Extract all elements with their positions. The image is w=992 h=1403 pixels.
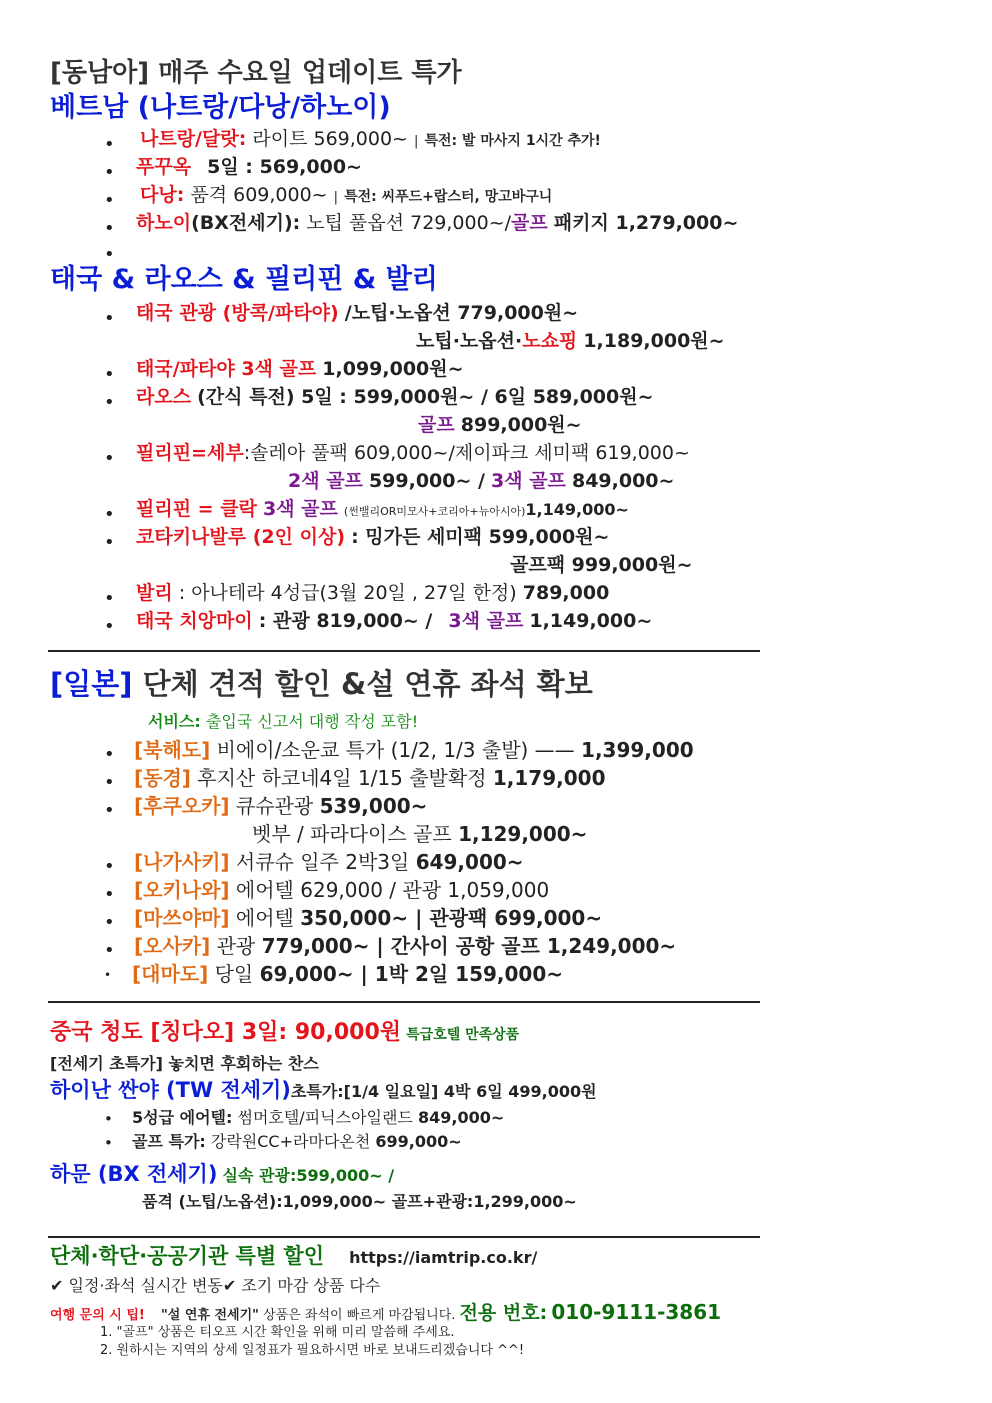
bullet: •	[104, 218, 115, 239]
bullet: •	[104, 800, 115, 821]
group-line	[50, 1246, 537, 1267]
japan-item: [마쓰야마] 에어텔 350,000~ | 관광팩 699,000~	[134, 906, 603, 930]
checks-line: ✔ 일정·좌석 실시간 변동✔ 조기 마감 상품 다수	[50, 1276, 381, 1295]
divider	[48, 1001, 760, 1003]
hainan-item: 5성급 에어텔: 썸머호텔/피닉스아일랜드 849,000~	[132, 1108, 505, 1127]
kota-line: 코타키나발루 (2인 이상) : 밍가든 세미팩 599,000원~	[136, 526, 610, 548]
cebu-line: 필리핀=세부:솔레아 풀팩 609,000~/제이파크 세미팩 619,000~	[136, 442, 690, 464]
nhatrang-detail: 라이트 569,000~	[252, 128, 408, 150]
thai1b-line: 노팁·노옵션·노쇼핑 1,189,000원~	[416, 330, 725, 352]
bullet: •	[104, 308, 115, 329]
japan-tag: [일본]	[50, 667, 133, 701]
bali-name: 발리	[136, 582, 173, 604]
bullet: •	[104, 1110, 113, 1128]
bullet: •	[104, 392, 115, 413]
hainan-line: 하이난 싼야 (TW 전세기)초특가:[1/4 일요일] 4박 6일 499,000원	[50, 1078, 597, 1102]
divider	[48, 1236, 760, 1238]
japan-service: 서비스: 출입국 신고서 대행 작성 포함!	[148, 712, 419, 731]
bullet: •	[104, 616, 115, 637]
bullet: •	[104, 504, 115, 525]
kota-name: 코타키나발루 (2인 이상)	[136, 526, 346, 548]
laos-line: 라오스 (간식 특전) 5일 : 599,000원~ / 6일 589,000원~	[136, 386, 654, 408]
bullet: •	[104, 190, 115, 211]
kota-golf-line: 골프팩 999,000원~	[510, 554, 693, 576]
bullet: •	[104, 772, 115, 793]
bullet: •	[104, 244, 115, 265]
note-item: 1. "골프" 상품은 티오프 시간 확인을 위해 미리 말씀해 주세요.	[100, 1325, 455, 1340]
bullet: •	[104, 1134, 113, 1152]
thai2-line: 태국/파타야 3색 골프 1,099,000원~	[136, 358, 464, 380]
phuquoc-detail: 5일 : 569,000~	[207, 156, 362, 178]
nhatrang-name: 나트랑/달랏	[140, 128, 239, 150]
cebu-golf-line: 2색 골프 599,000~ / 3색 골프 849,000~	[288, 470, 675, 492]
bullet: •	[104, 162, 115, 183]
cebu-name: 필리핀=세부	[136, 442, 244, 464]
japan-heading-line	[50, 667, 593, 701]
bullet: •	[104, 134, 115, 155]
thai1-name: 태국 관광 (방콕/파타야)	[136, 302, 339, 324]
xiamen-line2: 품격 (노팁/노옵션):1,099,000~ 골프+관광:1,299,000~	[142, 1192, 577, 1211]
bullet: •	[104, 968, 112, 982]
hainan-heading: 하이난 싼야 (TW 전세기)	[50, 1078, 291, 1102]
danang-name: 다낭:	[140, 184, 185, 206]
group-heading: 단체·학단·공공기관 특별 할인	[50, 1244, 325, 1268]
chiangmai-line: 태국 치앙마이 : 관광 819,000~ / 3색 골프 1,149,000~	[136, 610, 653, 632]
phuquoc-line	[136, 158, 362, 177]
phuquoc-name: 푸꾸옥	[136, 156, 192, 178]
phone-number[interactable]: 010-9111-3861	[551, 1300, 722, 1324]
bullet: •	[104, 364, 115, 385]
chiangmai-name: 태국 치앙마이	[136, 610, 253, 632]
japan-item: [동경] 후지산 하코네4일 1/15 출발확정 1,179,000	[134, 766, 606, 790]
bullet: •	[104, 744, 115, 765]
qingdao-heading: 중국 청도 [칭다오] 3일: 90,000원	[50, 1020, 402, 1045]
charter-note: [전세기 초특가] 놓치면 후회하는 찬스	[50, 1054, 319, 1073]
japan-item: [후쿠오카] 큐슈관광 539,000~	[134, 794, 428, 818]
tip-line: 여행 문의 시 팁! "설 연휴 전세기" 상품은 좌석이 빠르게 마감됩니다. 전용 번호: 010-9111-3861	[50, 1300, 722, 1324]
xiamen-heading: 하문 (BX 전세기)	[50, 1162, 218, 1186]
thai1-line: 태국 관광 (방콕/파타야) /노팁·노옵션 779,000원~	[136, 302, 579, 324]
clark-name: 필리핀 = 클락	[136, 498, 257, 520]
danang-special: 특전: 씨푸드+랍스터, 망고바구니	[344, 189, 553, 205]
japan-item: 벳부 / 파라다이스 골프 1,129,000~	[252, 822, 588, 846]
divider	[48, 650, 760, 652]
japan-heading: 단체 견적 할인 &설 연휴 좌석 확보	[142, 667, 593, 701]
nhatrang-special: 특전: 발 마사지 1시간 추가!	[424, 133, 601, 149]
bullet: •	[104, 532, 115, 553]
nhatrang-line: 나트랑/달랏: 라이트 569,000~ | 특전: 발 마사지 1시간 추가!	[140, 128, 601, 150]
xiamen-line: 하문 (BX 전세기) 실속 관광:599,000~ /	[50, 1162, 395, 1186]
laos-name: 라오스	[136, 386, 192, 408]
bali-line: 발리 : 아나테라 4성급(3월 20일 , 27일 한정) 789,000	[136, 582, 610, 604]
laos-golf-line: 골프 899,000원~	[418, 414, 582, 436]
site-url[interactable]: https://iamtrip.co.kr/	[349, 1248, 538, 1267]
bullet: •	[104, 940, 115, 961]
hanoi-name: 하노이	[136, 212, 192, 234]
danang-detail: 품격 609,000~	[190, 184, 328, 206]
danang-line: 다낭: 품격 609,000~ | 특전: 씨푸드+랍스터, 망고바구니	[140, 184, 553, 206]
japan-item: [오키나와] 에어텔 629,000 / 관광 1,059,000	[134, 878, 550, 902]
bullet: •	[104, 912, 115, 933]
hanoi-line: 하노이(BX전세기): 노팁 풀옵션 729,000~/골프 패키지 1,279,000~	[136, 212, 739, 234]
sea-title: [동남아] 매주 수요일 업데이트 특가	[50, 58, 462, 88]
japan-item: [나가사키] 서큐슈 일주 2박3일 649,000~	[134, 850, 524, 874]
vietnam-heading: 베트남 (나트랑/다낭/하노이)	[50, 92, 391, 123]
hainan-item: 골프 특가: 강락원CC+라마다온천 699,000~	[132, 1132, 462, 1151]
japan-item: [대마도] 당일 69,000~ | 1박 2일 159,000~	[132, 962, 564, 986]
qingdao-line: 중국 청도 [칭다오] 3일: 90,000원 특급호텔 만족상품	[50, 1020, 520, 1045]
bullet: •	[104, 588, 115, 609]
bullet: •	[104, 884, 115, 905]
thai-heading: 태국 & 라오스 & 필리핀 & 발리	[50, 264, 438, 295]
bullet: •	[104, 856, 115, 877]
bullet: •	[104, 448, 115, 469]
thai2-name: 태국/파타야 3색 골프	[136, 358, 317, 380]
japan-item: [오사카] 관광 779,000~ | 간사이 공항 골프 1,249,000~	[134, 934, 677, 958]
hanoi-detail: 노팁 풀옵션 729,000~/	[306, 212, 512, 234]
japan-item: [북해도] 비에이/소운쿄 특가 (1/2, 1/3 출발) —— 1,399,000	[134, 738, 694, 762]
note-item: 2. 원하시는 지역의 상세 일정표가 필요하시면 바로 보내드리겠습니다 ^^!	[100, 1343, 525, 1358]
clark-line: 필리핀 = 클락 3색 골프 (썬밸리OR미모사+코리아+뉴아시아)1,149,000~	[136, 498, 629, 520]
